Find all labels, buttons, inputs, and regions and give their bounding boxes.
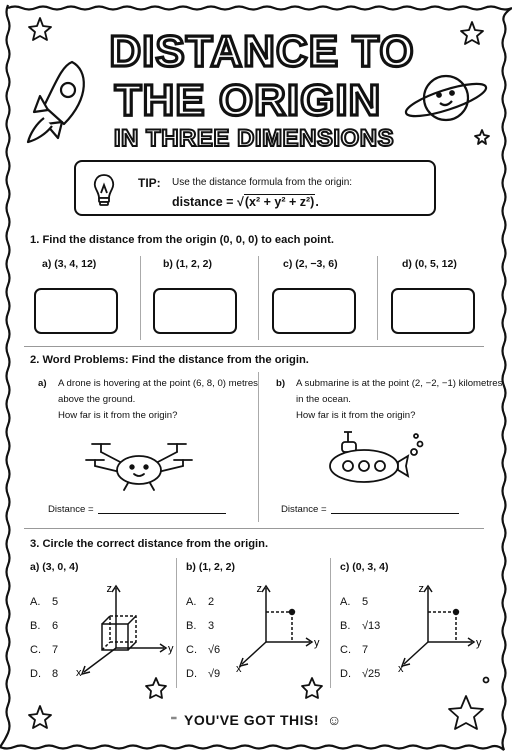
decoration-stars [0, 660, 512, 755]
problem-b-question: How far is it from the origin? [296, 410, 416, 421]
axis-label-x: x [76, 667, 82, 679]
answer-option[interactable] [340, 620, 380, 632]
formula-rhs: (x² + y² + z²) [244, 195, 315, 209]
option-value: 6 [52, 620, 59, 632]
title-line1: DISTANCE TO [109, 27, 415, 76]
smiley-icon: ☺ [327, 712, 342, 728]
section-divider [24, 528, 484, 529]
footer-message [0, 712, 512, 729]
option-letter: C. [30, 644, 41, 656]
option-value: 7 [52, 644, 59, 656]
lightbulb-icon [90, 171, 118, 209]
axis-label-z: z [256, 583, 262, 595]
answer-option[interactable] [186, 596, 214, 608]
q1-item-d: d) (0, 5, 12) [402, 258, 457, 270]
option-value: 8 [52, 668, 59, 680]
sqrt-symbol: √(x² + y² + z²) [236, 195, 315, 209]
option-value: √13 [362, 620, 381, 632]
drone-icon [84, 434, 194, 494]
axis-label-z: z [106, 583, 112, 595]
tip-text: Use the distance formula from the origin: [172, 177, 353, 188]
option-letter: D. [186, 668, 197, 680]
star-icon [302, 678, 322, 698]
option-value: √9 [208, 668, 221, 680]
q1-item-c: c) (2, −3, 6) [283, 258, 338, 270]
q3-point-a: a) (3, 0, 4) [30, 561, 79, 573]
option-letter: A. [30, 596, 41, 608]
sparkle-icon: ⁼ [170, 712, 179, 728]
submarine-icon [326, 424, 436, 492]
option-letter: B. [340, 620, 351, 632]
answer-box-b[interactable] [153, 288, 237, 334]
answer-option[interactable] [186, 644, 220, 656]
footer-text: YOU'VE GOT THIS! [184, 712, 320, 728]
option-value: √6 [208, 644, 221, 656]
blank-line [331, 513, 459, 514]
axis-label-x: x [398, 663, 404, 675]
problem-b-text: A submarine is at the point (2, −2, −1) kilometres in the ocean. [296, 378, 503, 405]
option-value: 5 [362, 596, 369, 608]
option-letter: D. [340, 668, 351, 680]
answer-option[interactable] [30, 620, 58, 632]
option-letter: B. [186, 620, 197, 632]
tip-box [74, 160, 436, 216]
option-value: √25 [362, 668, 381, 680]
answer-line-a[interactable] [48, 504, 226, 515]
tip-label: TIP: [138, 176, 161, 190]
answer-option[interactable] [30, 644, 58, 656]
q1-item-a: a) (3, 4, 12) [42, 258, 97, 270]
option-letter: C. [186, 644, 197, 656]
answer-box-c[interactable] [272, 288, 356, 334]
q1-item-b: b) (1, 2, 2) [163, 258, 213, 270]
formula-end: . [315, 195, 319, 209]
option-value: 2 [208, 596, 215, 608]
option-value: 5 [52, 596, 59, 608]
axis-label-x: x [236, 663, 242, 675]
problem-b-label: b) [276, 378, 286, 389]
option-letter: A. [340, 596, 351, 608]
option-letter: C. [340, 644, 351, 656]
q3-point-c: c) (0, 3, 4) [340, 561, 389, 573]
option-value: 7 [362, 644, 369, 656]
problem-a-label: a) [38, 378, 47, 389]
planet-icon [403, 76, 489, 122]
title-art [0, 0, 512, 170]
formula-lhs: distance = [172, 195, 237, 209]
option-letter: D. [30, 668, 41, 680]
section3-title: 3. Circle the correct distance from the origin. [30, 538, 269, 550]
section2-title: 2. Word Problems: Find the distance from the origin. [30, 354, 309, 366]
problem-a-text: A drone is hovering at the point (6, 8, 0) metres above the ground. [58, 378, 258, 405]
divider [258, 256, 259, 340]
answer-box-a[interactable] [34, 288, 118, 334]
title-line3: IN THREE DIMENSIONS [113, 125, 395, 152]
option-letter: B. [30, 620, 41, 632]
distance-formula [172, 195, 319, 209]
blank-line [98, 513, 226, 514]
axis-label-z: z [418, 583, 424, 595]
distance-label-b: Distance = [281, 504, 327, 515]
answer-option[interactable] [186, 620, 214, 632]
distance-label-a: Distance = [48, 504, 94, 515]
q3-point-b: b) (1, 2, 2) [186, 561, 236, 573]
answer-option[interactable] [30, 596, 58, 608]
answer-option[interactable] [340, 644, 368, 656]
divider [377, 256, 378, 340]
option-value: 3 [208, 620, 215, 632]
axis-label-y: y [314, 637, 320, 649]
answer-option[interactable] [340, 596, 368, 608]
option-letter: A. [186, 596, 197, 608]
star-icon [146, 678, 166, 698]
answer-line-b[interactable] [281, 504, 459, 515]
answer-box-d[interactable] [391, 288, 475, 334]
divider [140, 256, 141, 340]
rocket-icon [28, 62, 84, 142]
section-divider [24, 346, 484, 347]
word-problem-a [38, 376, 258, 436]
section1-title: 1. Find the distance from the origin (0, 0, 0) to each point. [30, 234, 334, 246]
axis-label-y: y [168, 643, 174, 655]
problem-a-question: How far is it from the origin? [58, 410, 178, 421]
title-line2: THE ORIGIN [114, 76, 382, 125]
axis-label-y: y [476, 637, 482, 649]
